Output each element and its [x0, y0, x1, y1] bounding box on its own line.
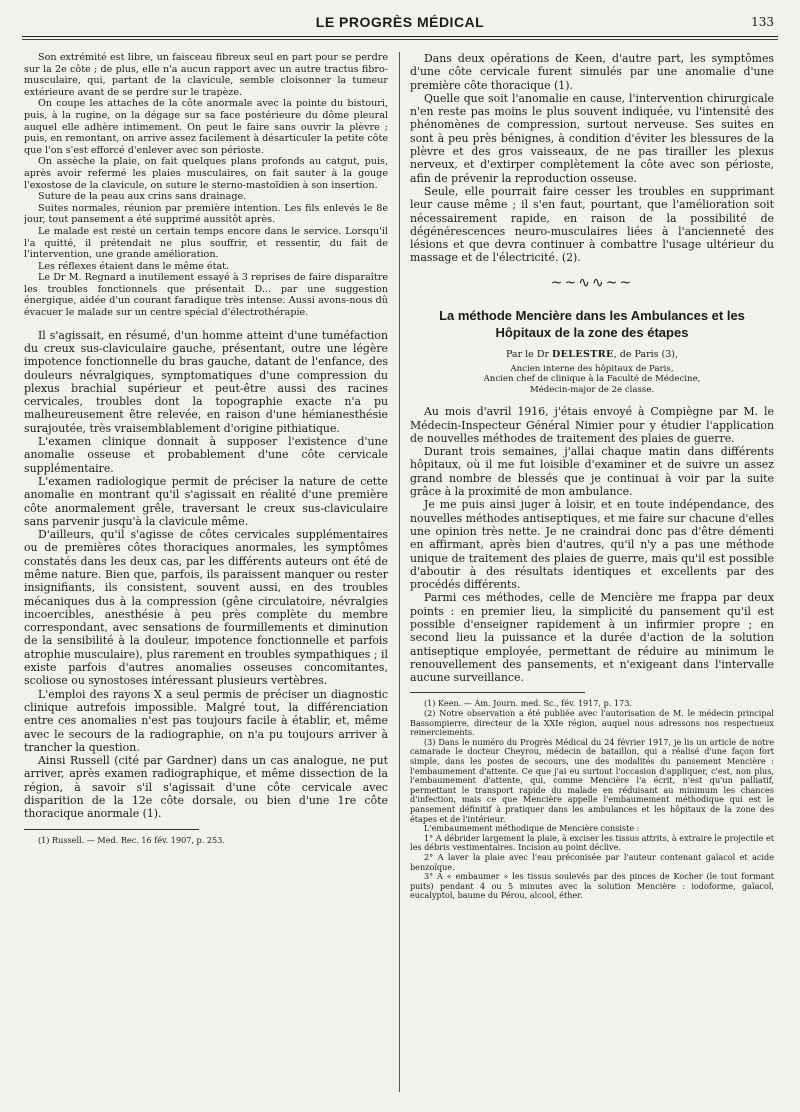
paragraph: Suture de la peau aux crins sans drainage.	[38, 191, 247, 203]
paragraph: L'examen clinique donnait à supposer l'existence d'une anomalie osseuse et probablement d'une côte cervicale supplémentaire.	[24, 435, 388, 475]
article-body	[410, 405, 774, 684]
footnote: 3° A « embaumer » les tissus soulevés par des pinces de Kocher (le tout formant puits) pendant 4 ou 5 minutes avec la solution Mencière : iodoforme, gaïacol, eucalyptol, baume du Pérou, alcool, éther.	[410, 871, 774, 901]
footnote-rule	[410, 692, 585, 693]
article-title: La méthode Mencière dans les Ambulances et les Hôpitaux de la zone des étapes	[439, 307, 745, 340]
footnote: (1) Russell. — Med. Rec. 16 fév. 1907, p. 253.	[38, 834, 225, 845]
paragraph: Dans deux opérations de Keen, d'autre part, les symptômes d'une côte cervicale furent simulés par une anomalie d'une première côte thoracique (1).	[410, 52, 774, 92]
header-rule	[22, 36, 778, 37]
paragraph: Le Dr M. Regnard a inutilement essayé à 3 reprises de faire disparaître les troubles fonctionnels que présentait D... par une suggestion énergique, aidée d'un courant faradique très intense. Aussi avons-nous dû évacuer le malade sur un centre spécial d'électrothérapie.	[24, 272, 388, 319]
paragraph: Ainsi Russell (cité par Gardner) dans un cas analogue, ne put arriver, après examen radiographique, et même dissection de la région, à savoir s'il s'agissait d'une côte cervicale avec disparition de la 12e côte dorsale, ou bien d'une 1re côte thoracique anormale (1).	[24, 754, 388, 821]
left-column	[24, 52, 388, 1098]
paragraph: Au mois d'avril 1916, j'étais envoyé à Compiègne par M. le Médecin-Inspecteur Général Nimier pour y étudier l'application de nouvelles méthodes de traitement des plaies de guerre.	[410, 405, 774, 445]
paragraph: Seule, elle pourrait faire cesser les troubles en supprimant leur cause même ; il s'en faut, pourtant, que l'amélioration soit nécessairement rapide, en raison de la possibilité de dégénérescences neuro-musculaires liées à l'ancienneté des lésions et que devra continuer à combattre l'usage ultérieur du massage et de l'électricité. (2).	[410, 184, 774, 265]
byline-suffix: , de Paris (3),	[613, 348, 679, 360]
paragraph: Les réflexes étaient dans le même état.	[38, 260, 230, 272]
paragraph: Parmi ces méthodes, celle de Mencière me frappa par deux points : en premier lieu, la simplicité du pansement qu'il est possible d'enseigner rapidement à un infirmier propre ; en second lieu la puissance et la durée d'action de la solution antiseptique employée, permettant de réduire au minimum le renouvellement des pansements, et n'exigeant dans l'intervalle aucune surveillance.	[410, 591, 774, 685]
section-ornament: ~~∿∿~~	[550, 274, 634, 291]
journal-title: LE PROGRÈS MÉDICAL	[315, 14, 485, 30]
paragraph: Suites normales, réunion par première intention. Les fils enlevés le 8e jour, tout pansement a été supprimé aussitôt après.	[24, 202, 388, 226]
paragraph: L'emploi des rayons X a seul permis de préciser un diagnostic clinique autrefois impossible. Malgré tout, la différenciation entre ces anomalies n'est pas toujours facile à établir, et, même avec le secours de la radiographie, on n'a pu toujours arriver à trancher la question.	[24, 687, 388, 754]
conclusion-text	[410, 52, 774, 265]
author-affiliation: Ancien interne des hôpitaux de Paris,	[510, 363, 674, 374]
paragraph: Il s'agissait, en résumé, d'un homme atteint d'une tuméfaction du creux sus-claviculaire gauche, présentant, outre une légère impotence fonctionnelle du bras gauche, datant de l'enfance, des douleurs névralgiques, symptomatiques d'une compression du plexus brachial supérieur et peut-être aussi des racines cervicales, troubles dont la topographie exacte n'a pu malheureusement être relevée, en raison d'une hémianesthésie surajoutée, très vraisemblablement d'origine pithiatique.	[24, 328, 388, 435]
byline-prefix: Par le Dr	[505, 348, 549, 360]
footnote: (2) Notre observation a été publiée avec l'autorisation de M. le médecin principal Bassompierre, directeur de la XXIe région, auquel nous adressons nos respectueux remerciements.	[410, 708, 774, 738]
paragraph: On assèche la plaie, on fait quelques plans profonds au catgut, puis, après avoir refermé les plaies musculaires, on fait sauter à la gouge l'exostose de la clavicule, on suture le sterno-mastoïdien à son insertion.	[24, 156, 388, 191]
observation-text	[24, 52, 388, 319]
paragraph: Son extrémité est libre, un faisceau fibreux seul en part pour se perdre sur la 2e côte ; de plus, elle n'a aucun rapport avec un autre tractus fibro-musculaire, qui, partant de la clavicule, semble cloisonner la tumeur extérieure avant de se perdre sur le trapèze.	[24, 52, 388, 98]
article-byline	[410, 349, 774, 361]
paragraph: Quelle que soit l'anomalie en cause, l'intervention chirurgicale n'en reste pas moins le plus souvent indiquée, vu l'intensité des phénomènes de compression, surtout nerveuse. Ses suites en sont à peu près bénignes, à condition d'éviter les blessures de la plèvre et des gros vaisseaux, de ne pas tirailler les plexus nerveux, et d'extirper complètement la côte avec son périoste, afin de prévenir la reproduction osseuse.	[410, 91, 774, 185]
author-affiliation: Ancien chef de clinique à la Faculté de Médecine,	[483, 374, 701, 385]
footnote: 2° A laver la plaie avec l'eau préconisée par l'auteur contenant gaïacol et acide benzoïque.	[410, 851, 774, 872]
paragraph: Le malade est resté un certain temps encore dans le service. Lorsqu'il l'a quitté, il prétendait ne plus souffrir, et ressentir, du fait de l'intervention, une grande amélioration.	[24, 225, 388, 261]
author-affiliation: Médecin-major de 2e classe.	[529, 384, 655, 395]
header-rule-thin	[22, 39, 778, 40]
page-number: 133	[751, 15, 774, 29]
paragraph: L'examen radiologique permit de préciser la nature de cette anomalie en montrant qu'il s'agissait en réalité d'une première côte anormalement grêle, traversant le creux sus-claviculaire sans parvenir jusqu'à la clavicule même.	[24, 474, 388, 528]
footnote: (1) Keen. — Am. Journ. med. Sc., fév. 1917, p. 173.	[424, 698, 632, 709]
footnote: 1° A débrider largement la plaie, à exciser les tissus attrits, à extraire le projectile et les débris vestimentaires. Incision au point déclive.	[410, 832, 774, 853]
discussion-text	[24, 329, 388, 821]
author-name: DELESTRE	[552, 348, 614, 360]
paragraph: On coupe les attaches de la côte anormale avec la pointe du bistouri, puis, à la rugine, on la dégage sur sa face postérieure du dôme pleural auquel elle adhère intimement. On peut le faire sans ouvrir la plèvre ; puis, en remontant, on arrive assez facilement à désarticuler la petite côte que l'on s'est efforcé d'enlever avec son périoste.	[24, 98, 388, 156]
footnotes	[410, 699, 774, 900]
footnote: (3) Dans le numéro du Progrès Médical du 24 février 1917, je lis un article de notre camarade le docteur Cheyrou, médecin de bataillon, qui a réalisé d'une façon fort simple, dans les postes de secours, une des modalités du pansement Mencière : l'embaumement d'attente. Ce que j'ai eu surtout l'occasion d'appliquer, c'est, non plus, l'embaumement d'attente, qui, comme Mencière l'a écrit, n'est qu'un palliatif, permettant le transport rapide du malade en réduisant au minimum les chances d'infection, mais ce que Mencière appelle l'embaumement méthodique qui est le pansement définitif à pratiquer dans les ambulances et les hôpitaux de la zone des étapes et de l'intérieur.	[410, 736, 774, 824]
right-column	[410, 52, 774, 1098]
footnotes	[24, 836, 388, 846]
paragraph: Durant trois semaines, j'allai chaque matin dans différents hôpitaux, où il me fut loisible d'examiner et de suivre un assez grand nombre de blessés que je continuai à voir par la suite grâce à la proximité de mon ambulance.	[410, 445, 774, 499]
paragraph: D'ailleurs, qu'il s'agisse de côtes cervicales supplémentaires ou de premières côtes thoraciques anormales, les symptômes constatés dans les deux cas, par les différents auteurs ont été de même nature. Bien que, parfois, ils paraissent manquer ou rester insignifiants, ils consistent, souvent aussi, en des troubles mécaniques dus à la compression (gêne circulatoire, névralgies incoercibles, anesthésie à peu près complète du membre correspondant, avec sensations de fourmillements et diminution de la sensibilité à la douleur, impotence fonctionnelle et parfois atrophie musculaire), plus rarement en troubles sympathiques ; il existe parfois d'autres anomalies osseuses concomitantes, scoliose ou synostoses intéressant plusieurs vertèbres.	[24, 528, 388, 688]
footnote-rule	[24, 829, 199, 830]
page-header	[22, 14, 778, 34]
footnote: L'embaumement méthodique de Mencière consiste :	[424, 823, 640, 834]
column-divider	[399, 52, 400, 1092]
paragraph: Je me puis ainsi juger à loisir, et en toute indépendance, des nouvelles méthodes antiseptiques, et me faire sur chacune d'elles une opinion très nette. Je ne craindrai donc pas d'être démenti en affirmant, après bien d'autres, qu'il n'y a pas une méthode unique de traitement des plaies de guerre, mais qu'il est possible d'aboutir à des résultats identiques et excellents par des procédés différents.	[410, 498, 774, 592]
